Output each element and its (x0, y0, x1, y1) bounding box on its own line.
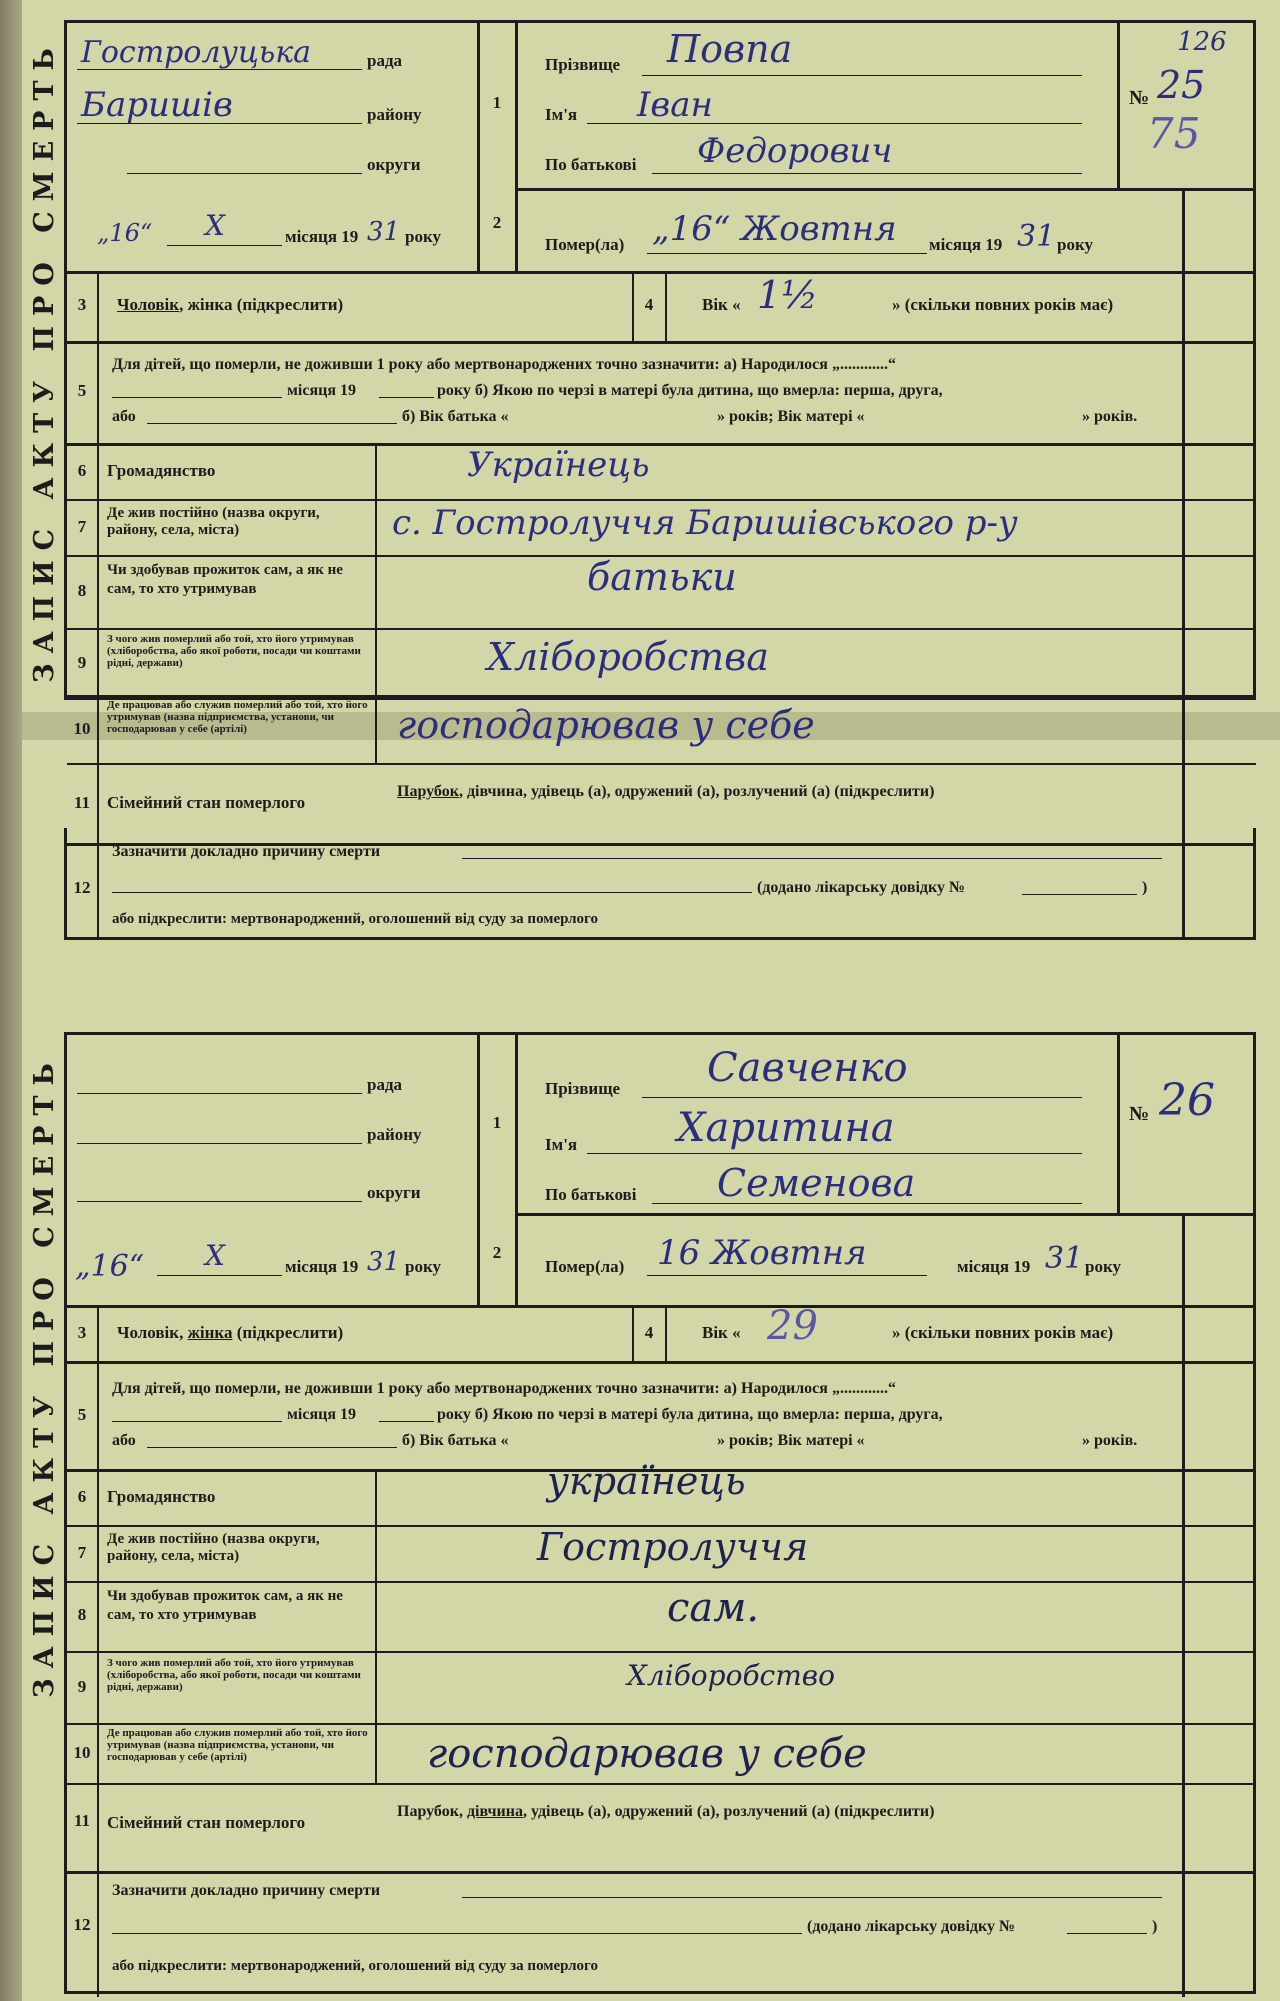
children-month: місяця 19 (287, 382, 356, 399)
hw-day: „16“ (75, 1249, 145, 1284)
row-number: 5 (77, 1405, 87, 1424)
children-mother-age: » років; Вік матері « (717, 1432, 865, 1449)
children-line-2: року б) Якою по черзі в матері була дитина, що вмерла: перша, друга, (437, 1406, 943, 1423)
sex-male: Чоловік (117, 1323, 180, 1342)
side-title-text: ЗАПИС АКТУ ПРО СМЕРТЬ (28, 1052, 60, 1698)
sex-choice: Чоловік, жінка (підкреслити) (117, 295, 344, 314)
label-month: місяця 19 (285, 227, 359, 246)
children-years: » років. (1082, 408, 1138, 425)
label-surname: Прізвище (545, 1079, 621, 1098)
label-stillborn: або підкреслити: мертвонароджений, оголошений від суду за померлого (112, 911, 598, 927)
label-residence: Де жив постійно (назва округи, району, села, міста) (107, 505, 320, 538)
row-number: 8 (77, 581, 87, 600)
label-support: Чи здобував прожиток сам, а як не сам, то хто утримував (107, 1588, 343, 1623)
label-marital: Сімейний стан померлого (107, 1813, 306, 1832)
label-certificate-end: ) (1152, 1918, 1158, 1935)
label-death-month: місяця 19 (929, 235, 1003, 254)
status-girl: дівчина (466, 783, 523, 800)
sex-male: Чоловік (117, 295, 180, 314)
row-number: 6 (77, 1487, 87, 1506)
side-title (18, 1035, 70, 1715)
row-number: 8 (77, 1605, 87, 1624)
label-name: Ім'я (545, 1135, 578, 1154)
row-number: 1 (492, 93, 502, 112)
label-death-month: місяця 19 (957, 1257, 1031, 1276)
hw-death-year: 31 (1017, 219, 1056, 254)
hw-age: 1½ (757, 273, 819, 317)
row-number: 9 (77, 1677, 87, 1696)
hw-death-day: 16 Жовтня (657, 1233, 867, 1273)
label-rada: рада (367, 51, 403, 70)
hw-citizenship: Українець (467, 445, 650, 485)
row-number: 7 (77, 1543, 87, 1562)
hw-patronymic: Семенова (717, 1161, 916, 1205)
hw-day: „16“ (97, 219, 153, 247)
row-number: 7 (77, 517, 87, 536)
hw-support: сам. (667, 1585, 760, 1631)
label-citizenship: Громадянство (107, 1487, 216, 1506)
hw-raion: Баришів (81, 85, 233, 125)
hw-residence: Гостролуччя (537, 1525, 809, 1569)
hw-livelihood: Хліборобство (627, 1659, 835, 1692)
marital-choice: Парубок, дівчина, удівець (а), одружений (а), розлучений (а) (підкреслити) (397, 783, 935, 800)
hw-workplace: господарював у себе (427, 1731, 867, 1777)
hw-death-day: „16“ Жовтня (652, 209, 897, 249)
hw-citizenship: українець (547, 1459, 746, 1503)
hw-year: 31 (367, 217, 401, 247)
label-livelihood: З чого жив померлий або той, хто його утримував (хліборобства, або якої роботи, посади чи коштами рідні, держави) (107, 1657, 361, 1693)
label-death-year: року (1057, 235, 1094, 254)
hw-corner-top: 126 (1177, 27, 1227, 57)
row-number: 2 (492, 1243, 502, 1262)
status-single: Парубок (397, 783, 459, 800)
row-number: 6 (77, 461, 87, 480)
label-livelihood: З чого жив померлий або той, хто його утримував (хліборобства, або якої роботи, посади чи коштами рідні, держави) (107, 633, 361, 669)
label-marital: Сімейний стан померлого (107, 793, 306, 812)
hw-name: Іван (637, 85, 713, 125)
row-number: 10 (73, 1743, 91, 1762)
sex-choice: Чоловік, жінка (підкреслити) (117, 1323, 344, 1342)
hw-age: 29 (767, 1303, 818, 1349)
sex-female: жінка (187, 1323, 233, 1342)
label-death: Помер(ла) (545, 235, 625, 254)
hw-rada: Гострoлуцька (81, 35, 312, 70)
hw-number: 25 (1157, 63, 1206, 107)
record-card-2 (64, 1032, 1256, 1994)
hw-surname: Повпа (667, 27, 793, 71)
children-line-1: Для дітей, що померли, не доживши 1 року або мертвонароджених точно зазначити: а) Народилося „............“ (112, 356, 896, 373)
hw-surname: Савченко (707, 1045, 908, 1091)
label-name: Ім'я (545, 105, 578, 124)
hw-corner-bottom: 75 (1147, 109, 1201, 158)
hw-month: Х (205, 1239, 225, 1272)
side-title (18, 20, 70, 700)
label-patronymic: По батькові (545, 155, 637, 174)
children-month: місяця 19 (287, 1406, 356, 1423)
label-age-tail: » (скільки повних років має) (892, 295, 1114, 314)
label-age-tail: » (скільки повних років має) (892, 1323, 1114, 1342)
label-age: Вік « (702, 295, 741, 314)
hw-support: батьки (587, 555, 737, 599)
row-number: 12 (73, 878, 91, 897)
row-number: 1 (492, 1113, 502, 1132)
hw-residence: с. Гостролуччя Баришівського р-у (392, 503, 1018, 543)
row-number: 5 (77, 381, 87, 400)
label-residence: Де жив постійно (назва округи, району, села, міста) (107, 1531, 320, 1564)
hw-year: 31 (367, 1247, 401, 1277)
row-number: 4 (644, 295, 654, 314)
children-or: або (112, 1432, 136, 1449)
label-age: Вік « (702, 1323, 741, 1342)
children-or: або (112, 408, 136, 425)
hw-livelihood: Хліборобства (487, 635, 769, 679)
label-year: року (405, 1257, 442, 1276)
hw-month: Х (205, 209, 225, 242)
row-number: 9 (77, 653, 87, 672)
label-raionu: району (367, 105, 422, 124)
sex-female: жінка (187, 295, 233, 314)
label-patronymic: По батькові (545, 1185, 637, 1204)
row-number: 11 (73, 1811, 91, 1830)
record-card-1-footer (64, 828, 1256, 940)
label-okruhy: округи (367, 155, 421, 174)
label-citizenship: Громадянство (107, 461, 216, 480)
row-number: 12 (73, 1915, 91, 1934)
label-rada: рада (367, 1075, 403, 1094)
label-certificate: (додано лікарську довідку № (807, 1918, 1016, 1935)
hw-death-year: 31 (1045, 1241, 1084, 1276)
children-line-2: року б) Якою по черзі в матері була дитина, що вмерла: перша, друга, (437, 382, 943, 399)
record-card-1 (64, 20, 1256, 812)
children-father-age: б) Вік батька « (402, 1432, 509, 1449)
label-death-year: року (1085, 1257, 1122, 1276)
children-father-age: б) Вік батька « (402, 408, 509, 425)
hw-name: Харитина (677, 1105, 895, 1151)
children-years: » років. (1082, 1432, 1138, 1449)
label-okruhy: округи (367, 1183, 421, 1202)
label-raionu: району (367, 1125, 422, 1144)
label-workplace: Де працював або служив померлий або той, хто його утримував (назва підприємства, установи, чи господарював у себе (артілі) (107, 699, 368, 735)
label-month: місяця 19 (285, 1257, 359, 1276)
row-number: 4 (644, 1323, 654, 1342)
children-line-1: Для дітей, що померли, не доживши 1 року або мертвонароджених точно зазначити: а) Народилося „............“ (112, 1380, 896, 1397)
label-number: № (1129, 1103, 1150, 1125)
label-certificate-end: ) (1142, 879, 1148, 896)
hw-workplace: господарював у себе (397, 703, 815, 747)
label-cause: Зазначити докладно причину смерти (112, 1882, 381, 1899)
side-title-text: ЗАПИС АКТУ ПРО СМЕРТЬ (28, 37, 60, 683)
status-girl: дівчина (466, 1803, 523, 1820)
label-surname: Прізвище (545, 55, 621, 74)
children-mother-age: » років; Вік матері « (717, 408, 865, 425)
row-number: 2 (492, 213, 502, 232)
row-number: 3 (77, 1323, 87, 1342)
row-number: 11 (73, 793, 91, 812)
label-workplace: Де працював або служив померлий або той, хто його утримував (назва підприємства, установи, чи господарював у себе (артілі) (107, 1727, 368, 1763)
label-support: Чи здобував прожиток сам, а як не сам, то хто утримував (107, 562, 343, 597)
row-number: 3 (77, 295, 87, 314)
label-number: № (1129, 87, 1150, 109)
label-year: року (405, 227, 442, 246)
label-certificate: (додано лікарську довідку № (757, 879, 966, 896)
label-death: Помер(ла) (545, 1257, 625, 1276)
status-single: Парубок (397, 1803, 459, 1820)
row-number: 10 (73, 719, 91, 738)
label-cause: Зазначити докладно причину смерти (112, 843, 381, 860)
hw-patronymic: Федорович (697, 131, 893, 171)
marital-choice: Парубок, дівчина, удівець (а), одружений (а), розлучений (а) (підкреслити) (397, 1803, 935, 1820)
hw-number: 26 (1159, 1075, 1215, 1126)
label-stillborn: або підкреслити: мертвонароджений, оголошений від суду за померлого (112, 1958, 598, 1974)
